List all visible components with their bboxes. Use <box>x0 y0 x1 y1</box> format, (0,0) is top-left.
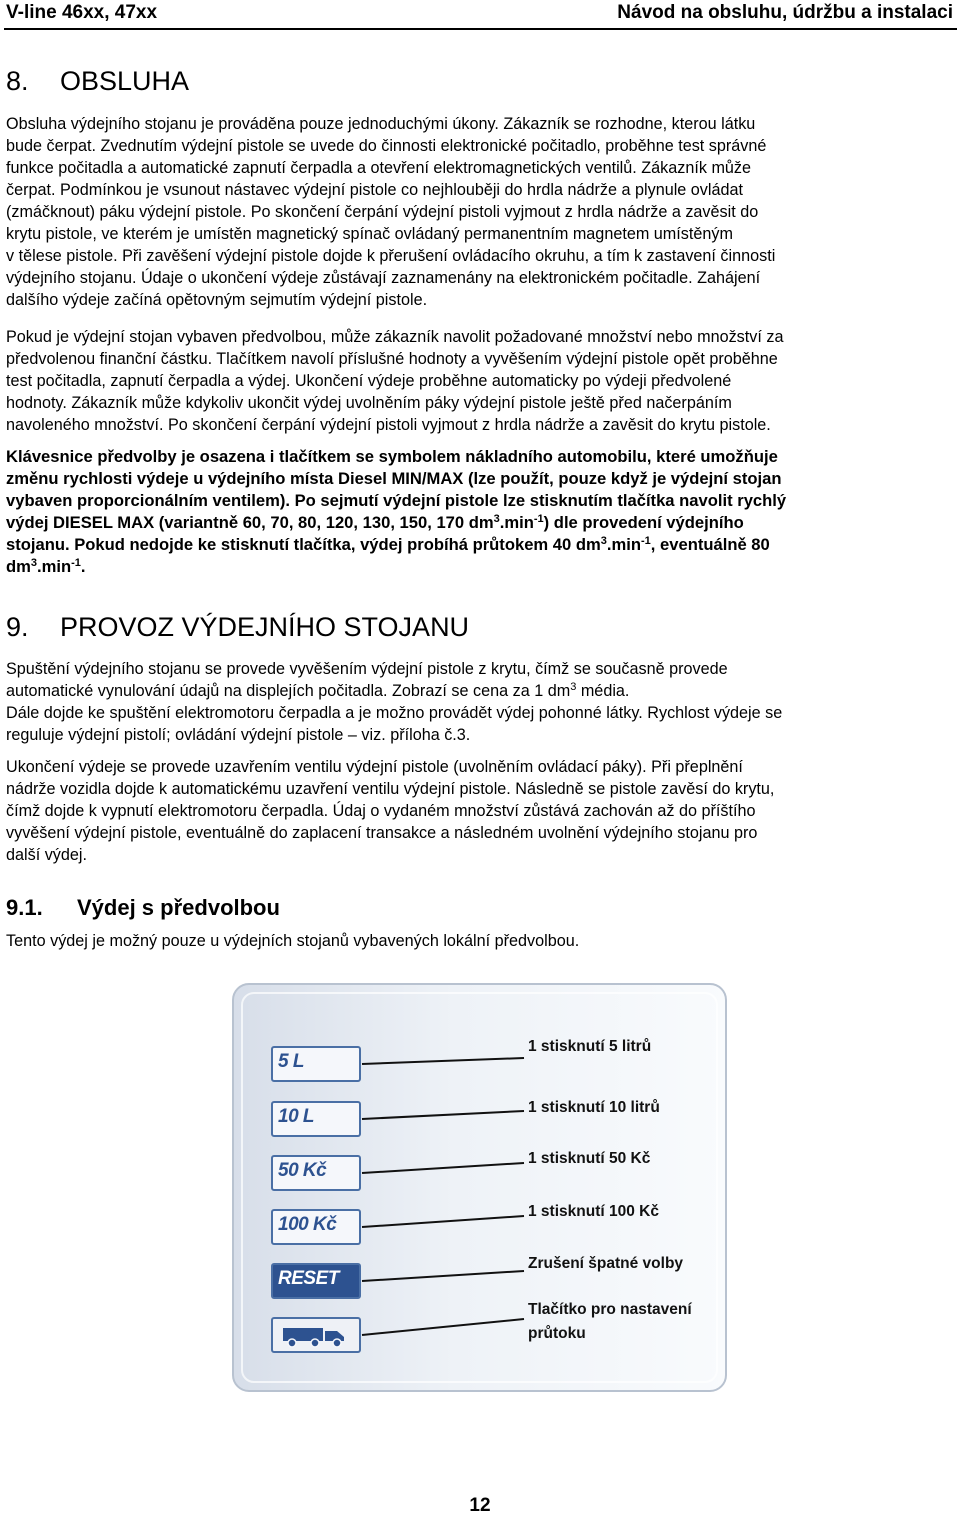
section-9-paragraph-2 <box>6 756 954 866</box>
text-line: stojanu. Pokud nedojde ke stisknutí tlačítka, výdej probíhá průtokem 40 $dm^3.\min^{-1}$, eventuálně 80 <box>6 535 770 554</box>
label-flow-rate-line-2: průtoku <box>528 1325 586 1342</box>
text-line: hodnoty. Zákazník může kdykoliv ukončit výdej uvolněním páky výdejní pistole ještě před načerpáním <box>6 394 732 412</box>
text-line: Pokud je výdejní stojan vybaven předvolbou, může zákazník navolit požadované množství nebo množství za <box>6 328 784 346</box>
text-line: změnu rychlosti výdeje u výdejního místa Diesel MIN/MAX (lze použít, pouze když je výdejní stojan <box>6 469 782 488</box>
button-label: 100 Kč <box>278 1214 337 1235</box>
label-100-kc: 1 stisknutí 100 Kč <box>528 1203 659 1220</box>
text-line: nádrže vozidla dojde k automatickému uzavření ventilu výdejní pistole. Následně se pistole zavěsí do krytu, <box>6 780 775 798</box>
text-line: bude čerpat. Zvednutím výdejní pistole se uvede do činnosti elektronické počitadlo, proběhne test správné <box>6 137 767 155</box>
section-9-paragraph-1 <box>6 658 954 746</box>
label-10-liters: 1 stisknutí 10 litrů <box>528 1099 660 1116</box>
button-label: 50 Kč <box>278 1160 327 1181</box>
text-line: další výdej. <box>6 846 87 864</box>
section-9-1-title: Výdej s předvolbou <box>77 895 280 920</box>
text-line: Klávesnice předvolby je osazena i tlačítkem se symbolem nákladního automobilu, které umožňuje <box>6 447 778 466</box>
preset-10-liters-button[interactable] <box>271 1101 361 1137</box>
section-9-1-number: 9.1. <box>6 895 43 920</box>
header-left-title: V-line 46xx, 47xx <box>6 2 158 23</box>
header-right-title: Návod na obsluhu, údržbu a instalaci <box>617 2 953 23</box>
preselection-panel-figure <box>232 983 727 1392</box>
text-line: automatické vynulování údajů na displejích počitadla. Zobrazí se cena za 1 $dm^3$ média. <box>6 681 630 700</box>
section-8-paragraph-1 <box>6 113 954 311</box>
label-50-kc: 1 stisknutí 50 Kč <box>528 1150 651 1167</box>
text-line: vyvěšení výdejní pistole, eventuálně do zaplacení transakce a následném uvolnění výdejního stojanu pro <box>6 824 758 842</box>
text-line: vybaven proporcionálním ventilem). Po sejmutí výdejní pistole lze stisknutím tlačítka navolit rychlý <box>6 491 787 510</box>
text-line: dalšího výdeje začíná opětovným sejmutím výdejní pistole. <box>6 291 428 309</box>
section-8-number: 8. <box>6 66 29 96</box>
page-number: 12 <box>469 1495 491 1516</box>
text-line: krytu pistole, ve kterém je umístěn magnetický spínač ovládaný permanentním magnetem umístěným <box>6 225 733 243</box>
text-line: funkce počitadla a automatické zapnutí čerpadla a otevření elektromagnetických ventilů. Zákazník může <box>6 159 752 177</box>
button-label: 5 L <box>278 1051 304 1072</box>
flow-rate-truck-button[interactable] <box>271 1317 361 1353</box>
section-8-title: OBSLUHA <box>60 66 190 96</box>
text-line: navoleného množství. Po skončení čerpání výdejní pistoli vyjmout z hrdla nádrže a zavěsit do krytu pistole. <box>6 416 771 434</box>
page-header <box>0 0 960 24</box>
truck-icon <box>277 1321 357 1349</box>
text-line: výdejního stojanu. Údaje o ukončení výdeje zůstávají zaznamenány na elektronickém počitadle. Zahájení <box>6 269 761 287</box>
section-9-1-paragraph <box>6 930 954 952</box>
text-line: Obsluha výdejního stojanu je prováděna pouze jednoduchými úkony. Zákazník se rozhodne, kterou látku <box>6 115 756 133</box>
preset-5-liters-button[interactable] <box>271 1046 361 1082</box>
preset-50-kc-button[interactable] <box>271 1155 361 1191</box>
text-line: Dále dojde ke spuštění elektromotoru čerpadla a je možno provádět výdej pohonné látky. Rychlost výdeje se <box>6 704 783 722</box>
text-line: čerpat. Podmínkou je vsunout nástavec výdejní pistole co nejhlouběji do hrdla nádrže a plynule ovládat <box>6 181 743 199</box>
label-flow-rate-line-1: Tlačítko pro nastavení <box>528 1301 692 1318</box>
button-label: 10 L <box>278 1106 315 1127</box>
text-line: (zmáčknout) páku výdejní pistole. Po skončení čerpání výdejní pistoli vyjmout z hrdla nádrže a zavěsit do <box>6 203 759 221</box>
text-line: Tento výdej je možný pouze u výdejních stojanů vybavených lokální předvolbou. <box>6 932 580 950</box>
section-9-number: 9. <box>6 612 29 642</box>
text-line: čímž dojde k vypnutí elektromotoru čerpadla. Údaj o vydaném množství zůstává zachován až do příštího <box>6 802 756 820</box>
text-line: $dm^3.\min^{-1}$. <box>6 557 86 576</box>
text-line: předvolenou finanční částku. Tlačítkem navolí příslušné hodnoty a vyvěšením výdejní pistole opět proběhne <box>6 350 778 368</box>
reset-button[interactable] <box>271 1263 361 1299</box>
text-line: v tělese pistole. Při zavěšení výdejní pistole dojde k přerušení ovládacího okruhu, a tím k zastavení činnosti <box>6 247 776 265</box>
label-reset: Zrušení špatné volby <box>528 1255 684 1272</box>
section-9-title: PROVOZ VÝDEJNÍHO STOJANU <box>60 612 470 642</box>
section-8-heading <box>6 66 189 97</box>
section-9-1-heading <box>6 895 280 921</box>
text-line: reguluje výdejní pistolí; ovládání výdejní pistole – viz. příloha č.3. <box>6 726 471 744</box>
preset-100-kc-button[interactable] <box>271 1209 361 1245</box>
section-9-heading <box>6 612 469 643</box>
header-divider <box>4 28 957 30</box>
section-8-paragraph-3 <box>6 446 954 578</box>
button-label: RESET <box>278 1268 339 1289</box>
section-8-paragraph-2 <box>6 326 954 436</box>
label-5-liters: 1 stisknutí 5 litrů <box>528 1038 652 1055</box>
text-line: test počitadla, zapnutí čerpadla a výdej. Ukončení výdeje proběhne automaticky po výdeji předvolené <box>6 372 732 390</box>
text-line: výdej DIESEL MAX (variantně 60, 70, 80, 120, 130, 150, 170 $dm^3.\min^{-1}$) dle provedení výdejního <box>6 513 744 532</box>
text-line: Spuštění výdejního stojanu se provede vyvěšením výdejní pistole z krytu, čímž se současně provede <box>6 660 728 678</box>
text-line: Ukončení výdeje se provede uzavřením ventilu výdejní pistole (uvolněním ovládací páky). Při přeplnění <box>6 758 743 776</box>
